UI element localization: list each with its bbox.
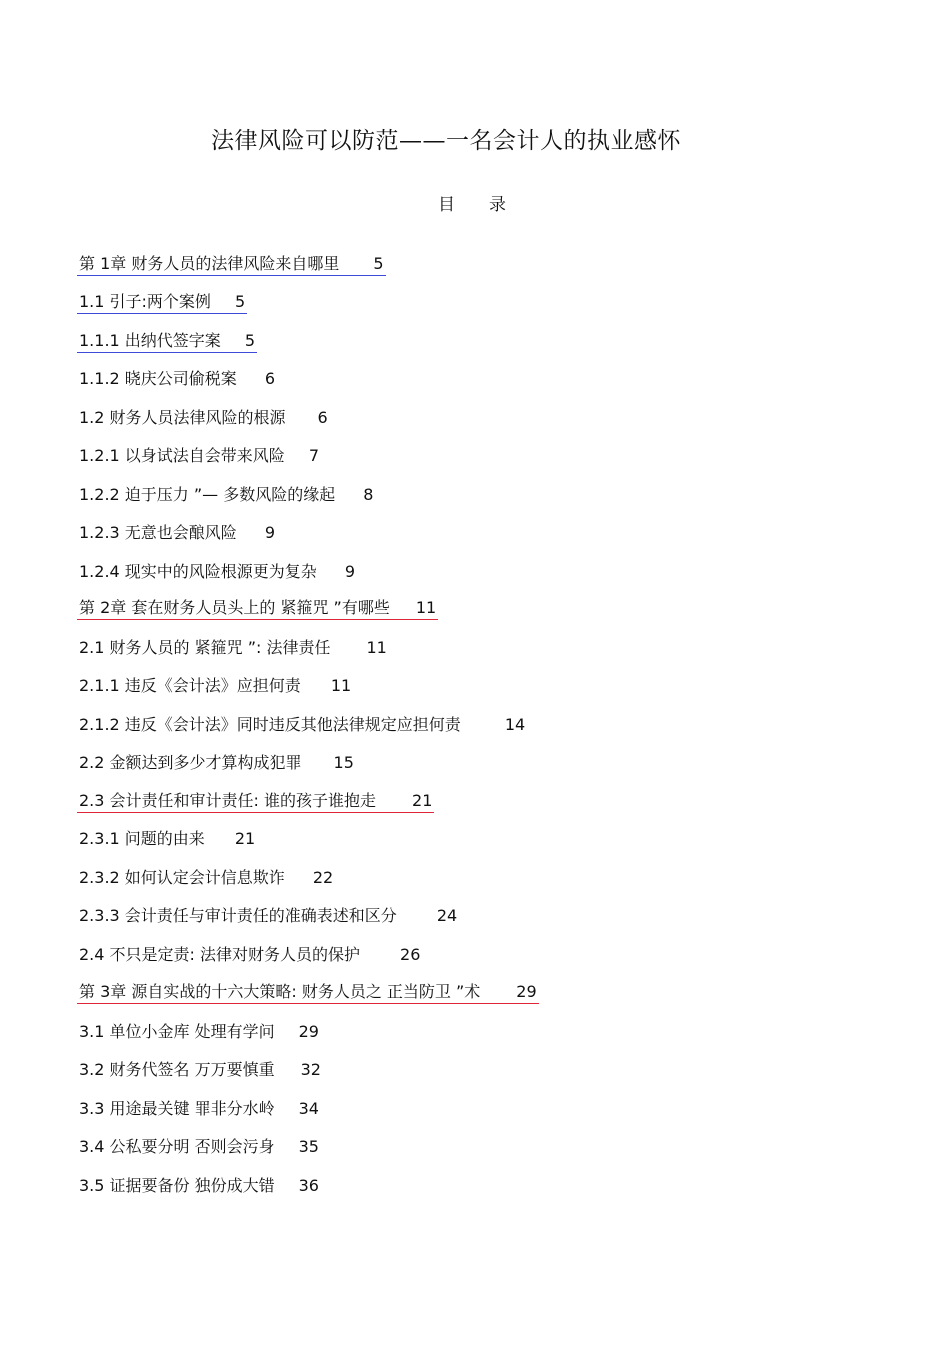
toc-entry-page: 35 bbox=[298, 1137, 319, 1156]
toc-entry[interactable] bbox=[79, 290, 245, 314]
toc-entry-underline bbox=[77, 619, 438, 620]
toc-entry[interactable] bbox=[79, 406, 328, 430]
toc-entry[interactable] bbox=[79, 827, 255, 851]
toc-entry-label: 2.4 不只是定责: 法律对财务人员的保护 bbox=[79, 945, 361, 964]
toc-entry[interactable] bbox=[79, 636, 387, 660]
toc-entry-page: 26 bbox=[400, 945, 421, 964]
toc-entry-label: 3.1 单位小金库 处理有学问 bbox=[79, 1022, 275, 1041]
toc-entry-label: 2.2 金额达到多少才算构成犯罪 bbox=[79, 753, 302, 772]
toc-entry-page: 8 bbox=[363, 485, 374, 504]
toc-entry-page: 32 bbox=[300, 1060, 321, 1079]
toc-entry[interactable] bbox=[79, 1135, 319, 1159]
toc-entry-label: 1.1.2 晓庆公司偷税案 bbox=[79, 369, 237, 388]
toc-entry-label: 第 2章 套在财务人员头上的 紧箍咒 ”有哪些 bbox=[79, 598, 390, 617]
toc-entry[interactable] bbox=[79, 483, 373, 507]
toc-entry-label: 1.2 财务人员法律风险的根源 bbox=[79, 408, 286, 427]
toc-entry[interactable] bbox=[79, 596, 436, 620]
toc-entry-page: 29 bbox=[516, 982, 537, 1001]
toc-entry-underline bbox=[77, 275, 386, 276]
toc-entry-page: 24 bbox=[436, 906, 458, 925]
toc-entry[interactable] bbox=[79, 1058, 321, 1082]
toc-entry-page: 22 bbox=[312, 868, 334, 887]
toc-entry-page: 14 bbox=[504, 715, 526, 734]
toc-entry-label: 2.3.3 会计责任与审计责任的准确表述和区分 bbox=[79, 906, 397, 925]
toc-entry-page: 6 bbox=[264, 369, 275, 388]
toc-entry-underline bbox=[77, 1003, 539, 1004]
toc-entry[interactable] bbox=[79, 751, 354, 775]
toc-entry-page: 7 bbox=[308, 446, 319, 465]
toc-entry[interactable] bbox=[79, 560, 355, 584]
toc-entry[interactable] bbox=[79, 1097, 319, 1121]
toc-entry[interactable] bbox=[79, 367, 275, 391]
toc-entry-page: 11 bbox=[330, 676, 352, 695]
toc-entry[interactable] bbox=[79, 252, 384, 276]
toc-entry[interactable] bbox=[79, 943, 420, 967]
toc-entry-label: 第 3章 源自实战的十六大策略: 财务人员之 正当防卫 ”术 bbox=[79, 982, 481, 1001]
toc-entry-underline bbox=[77, 313, 247, 314]
toc-entry[interactable] bbox=[79, 789, 432, 813]
toc-entry-page: 11 bbox=[415, 598, 437, 617]
toc-entry-label: 2.1 财务人员的 紧箍咒 ”: 法律责任 bbox=[79, 638, 331, 657]
toc-entry[interactable] bbox=[79, 444, 319, 468]
toc-entry-page: 9 bbox=[264, 523, 275, 542]
toc-entry-underline bbox=[77, 352, 257, 353]
toc-entry-label: 2.3 会计责任和审计责任: 谁的孩子谁抱走 bbox=[79, 791, 377, 810]
toc-entry[interactable] bbox=[79, 521, 275, 545]
toc-entry-label: 1.2.4 现实中的风险根源更为复杂 bbox=[79, 562, 317, 581]
toc-entry[interactable] bbox=[79, 1020, 319, 1044]
toc-entry-page: 9 bbox=[344, 562, 355, 581]
toc-entry-underline bbox=[77, 812, 434, 813]
toc-heading-text: 目录 bbox=[438, 195, 540, 215]
toc-entry-page: 34 bbox=[298, 1099, 319, 1118]
toc-entry[interactable] bbox=[79, 329, 255, 353]
toc-entry-label: 1.2.3 无意也会酿风险 bbox=[79, 523, 237, 542]
toc-entry-label: 1.2.1 以身试法自会带来风险 bbox=[79, 446, 285, 465]
toc-entry-label: 3.4 公私要分明 否则会污身 bbox=[79, 1137, 275, 1156]
toc-heading bbox=[0, 190, 950, 215]
toc-entry-label: 1.1 引子:两个案例 bbox=[79, 292, 211, 311]
toc-entry-page: 21 bbox=[234, 829, 256, 848]
toc-entry-label: 1.2.2 迫于压力 ”— 多数风险的缘起 bbox=[79, 485, 336, 504]
toc-entry[interactable] bbox=[79, 1174, 319, 1198]
toc-entry[interactable] bbox=[79, 980, 537, 1004]
toc-entry[interactable] bbox=[79, 866, 333, 890]
document-title bbox=[0, 122, 950, 155]
toc-entry-label: 2.3.2 如何认定会计信息欺诈 bbox=[79, 868, 285, 887]
toc-entry[interactable] bbox=[79, 904, 457, 928]
toc-entry-page: 15 bbox=[333, 753, 354, 772]
toc-entry[interactable] bbox=[79, 674, 351, 698]
toc-entry-label: 2.1.1 违反《会计法》应担何责 bbox=[79, 676, 301, 695]
toc-entry-page: 36 bbox=[298, 1176, 319, 1195]
toc-entry-page: 5 bbox=[244, 331, 255, 350]
toc-entry-label: 3.3 用途最关键 罪非分水岭 bbox=[79, 1099, 275, 1118]
toc-entry-label: 2.1.2 违反《会计法》同时违反其他法律规定应担何责 bbox=[79, 715, 461, 734]
toc-entry-label: 3.5 证据要备份 独份成大错 bbox=[79, 1176, 275, 1195]
toc-entry-page: 5 bbox=[234, 292, 246, 311]
toc-entry-page: 6 bbox=[317, 408, 328, 427]
toc-entry-label: 1.1.1 出纳代签字案 bbox=[79, 331, 221, 350]
toc-entry-page: 11 bbox=[366, 638, 387, 657]
toc-entry-page: 5 bbox=[373, 254, 384, 273]
toc-entry-page: 21 bbox=[412, 791, 433, 810]
toc-entry-label: 2.3.1 问题的由来 bbox=[79, 829, 205, 848]
toc-entry-label: 第 1章 财务人员的法律风险来自哪里 bbox=[79, 254, 340, 273]
document-title-text: 法律风险可以防范——一名会计人的执业感怀 bbox=[211, 128, 681, 154]
toc-entry-page: 29 bbox=[298, 1022, 319, 1041]
toc-entry-label: 3.2 财务代签名 万万要慎重 bbox=[79, 1060, 275, 1079]
toc-entry[interactable] bbox=[79, 713, 525, 737]
